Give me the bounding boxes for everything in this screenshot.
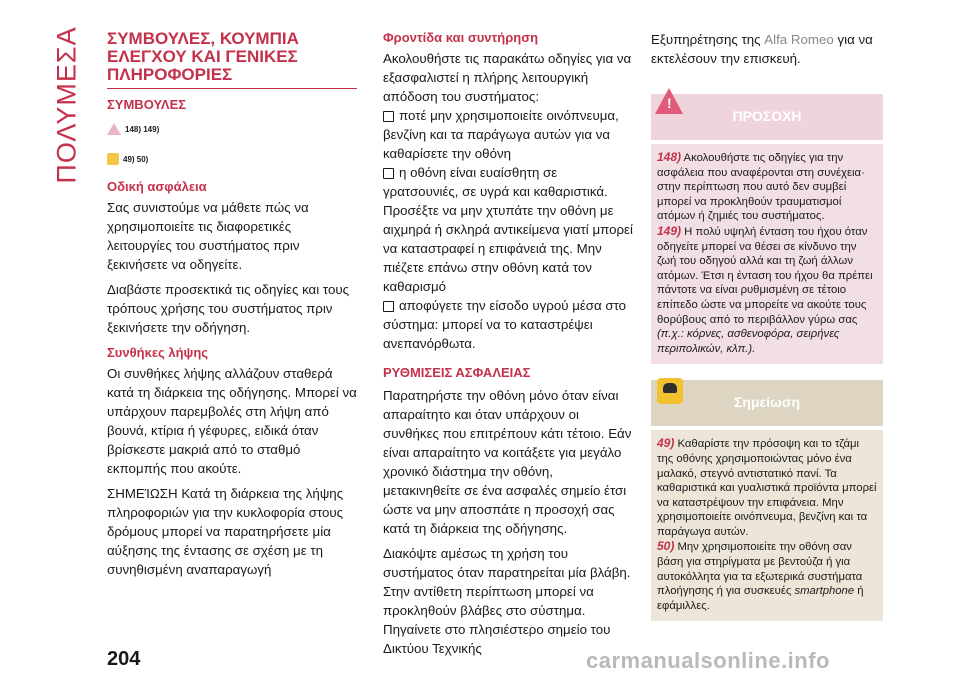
care-bullet-2 [383, 163, 633, 296]
note-box-body [651, 430, 883, 621]
road-safety-paragraph-2: Διαβάστε προσεκτικά τις οδηγίες και τους τρόπους χρήσης του συστήματος πριν ξεκινήσετε την οδήγηση. [107, 282, 350, 335]
warning-box-header [651, 94, 883, 140]
note-car-icon [107, 153, 119, 165]
note-49-number: 49) [657, 436, 675, 451]
service-intro-pre: Εξυπηρέτησης της [651, 32, 761, 47]
note-reference [107, 149, 357, 169]
checkbox-bullet-icon [383, 301, 394, 312]
care-bullet-1 [383, 106, 633, 163]
warning-box-label: ΠΡΟΣΟΧΗ [732, 108, 802, 124]
watermark: carmanualsonline.info [586, 648, 830, 673]
note-49 [657, 436, 877, 539]
checkbox-bullet-icon [383, 168, 394, 179]
column-2 [383, 30, 633, 664]
warning-149-text: Η πολύ υψηλή ένταση του ήχου όταν οδηγείτε μπορεί να θέσει σε κίνδυνο την ζωή του οδηγού αλλά και τη ζωή άλλων ατόμων. Έτσι η ένταση του ήχου θα πρέπει πάντοτε να είναι ρυθμισμένη σε τέτοιο επίπεδο ώστε να μπορείτε να ακούτε τους θορύβους από το περιβάλλον γύρω σας [657, 225, 873, 326]
note-50-emphasis: smartphone [794, 585, 855, 598]
reception-paragraph-2: ΣΗΜΕΊΩΣΗ Κατά τη διάρκεια της λήψης πληροφοριών για την κυκλοφορία στους δρόμους μπορεί να παρατηρήσετε μία αύξησης της έντασης σε σχέση με τη συνηθισμένη αναπαραγωγή [107, 486, 344, 577]
warning-148-text: Ακολουθήστε τις οδηγίες για την ασφάλεια που αναφέρονται στη συνέχεια· στην περίπτωση που αυτό δεν συμβεί μπορεί να προκληθούν τραυματισμοί ατόμων ή ζημιές του συστήματος. [657, 152, 865, 223]
care-title: Φροντίδα και συντήρηση [383, 30, 539, 45]
page-number: 204 [107, 648, 141, 670]
note-50-number: 50) [657, 539, 675, 554]
care-bullet-2-text: η οθόνη είναι ευαίσθητη σε γρατσουνιές, σε υγρά και καθαριστικά. Προσέξτε να μην χτυπάτε την οθόνη με αιχμηρά ή σκληρά αντικείμενα γιατί μπορεί να καταστραφεί η επιφάνειά της. Μην πιέζετε επάνω στην οθόνη κατά τον καθαρισμό [383, 165, 633, 294]
warning-triangle-icon [107, 123, 121, 135]
warning-148-number: 148) [657, 150, 682, 164]
warning-box-body [651, 144, 883, 364]
note-50 [657, 539, 877, 613]
note-box-header [651, 380, 883, 426]
service-intro-post: για να εκτελέσουν την επισκευή. [651, 32, 873, 66]
checkbox-bullet-icon [383, 111, 394, 122]
column-1 [107, 30, 357, 585]
safety-settings-title: ΡΥΘΜΙΣΕΙΣ ΑΣΦΑΛΕΙΑΣ [383, 365, 531, 380]
column-3 [651, 30, 883, 621]
note-reference-numbers: 49) 50) [123, 154, 149, 164]
note-49-text: Καθαρίστε την πρόσοψη και το τζάμι της οθόνης χρησιμοποιώντας μόνο ένα μαλακό, στεγνό αντιστατικό πανί. Τα καθαριστικά και γυαλιστικά προϊόντα μπορεί να καταστρέψουν την επιφάνεια. Μην χρησιμοποιείτε οινόπνευμα, βενζίνη και τα παράγωγα αυτών. [657, 438, 877, 538]
page-title: ΣΥΜΒΟΥΛΕΣ, ΚΟΥΜΠΙΑ ΕΛΕΓΧΟΥ ΚΑΙ ΓΕΝΙΚΕΣ ΠΛΗΡΟΦΟΡΙΕΣ [107, 30, 357, 89]
safety-settings-paragraph-2: Διακόψτε αμέσως τη χρήση του συστήματος όταν παρατηρείται μία βλάβη. Στην αντίθετη περίπτωση μπορεί να προκληθούν βλάβες στο σύστημα. Πηγαίνετε στο πλησιέστερο σημείο του Δικτύου Τεχνικής [383, 546, 631, 656]
brand-name: Alfa Romeo [764, 32, 834, 47]
section-title-advice: ΣΥΜΒΟΥΛΕΣ [107, 97, 187, 112]
warning-triangle-icon: ! [655, 88, 683, 114]
warning-149-tail: (π.χ.: κόρνες, ασθενοφόρα, σειρήνες περιπολικών, κλπ.). [657, 328, 840, 355]
warning-reference [107, 119, 357, 139]
care-bullet-3-text: αποφύγετε την είσοδο υγρού μέσα στο σύστημα: μπορεί να το καταστρέψει ανεπανόρθωτα. [383, 298, 627, 351]
note-50-text: Μην χρησιμοποιείτε την οθόνη σαν βάση για στηρίγματα με βεντούζα ή για αυτοκόλλητα για τα εξωτερικά συστήματα πλοήγησης ή για συσκευές [657, 541, 863, 598]
note-50-tail: ή εφάμιλλες. [657, 585, 864, 612]
reception-title: Συνθήκες λήψης [107, 345, 209, 360]
care-bullet-1-text: ποτέ μην χρησιμοποιείτε οινόπνευμα, βενζίνη και τα παράγωγα αυτών για να καθαρίσετε την οθόνη [383, 108, 619, 161]
service-intro [651, 30, 883, 68]
warning-reference-numbers: 148) 149) [125, 124, 160, 134]
side-section-tab [51, 26, 82, 184]
note-box-label: Σημείωση [733, 394, 800, 411]
safety-settings-paragraph-1: Παρατηρήστε την οθόνη μόνο όταν είναι απαραίτητο και όταν υπάρχουν οι συνθήκες που επιτρέπουν κάτι τέτοιο. Εάν είναι απαραίτητο να κοιτάξετε για μεγάλο χρονικό διάστημα την οθόνη, μετακινηθείτε σε ένα ασφαλές σημείο έτσι ώστε να μην αποσπάτε η προσοχή σας κατά τη διάρκεια της οδήγησης. [383, 388, 632, 536]
reception-paragraph-1: Οι συνθήκες λήψης αλλάζουν σταθερά κατά τη διάρκεια της οδήγησης. Μπορεί να υπάρχουν παρεμβολές στη λήψη από βουνά, κτίρια ή γέφυρες, ειδικά όταν βρίσκεστε μακριά από το σταθμό εκπομπής που ακούτε. [107, 366, 357, 476]
warning-149-number: 149) [657, 223, 682, 238]
side-tab-label: ΠΟΛΥΜΕΣΑ [51, 26, 82, 184]
road-safety-title: Οδική ασφάλεια [107, 179, 207, 194]
care-intro: Ακολουθήστε τις παρακάτω οδηγίες για να εξασφαλιστεί η πλήρης λειτουργική απόδοση του συστήματος: [383, 51, 632, 104]
care-bullet-3 [383, 296, 633, 353]
warning-148 [657, 150, 877, 224]
road-safety-paragraph-1: Σας συνιστούμε να μάθετε πώς να χρησιμοποιείτε τις διαφορετικές λειτουργίες του συστήματος πριν ξεκινήσετε να οδηγείτε. [107, 200, 309, 272]
warning-149 [657, 224, 877, 356]
